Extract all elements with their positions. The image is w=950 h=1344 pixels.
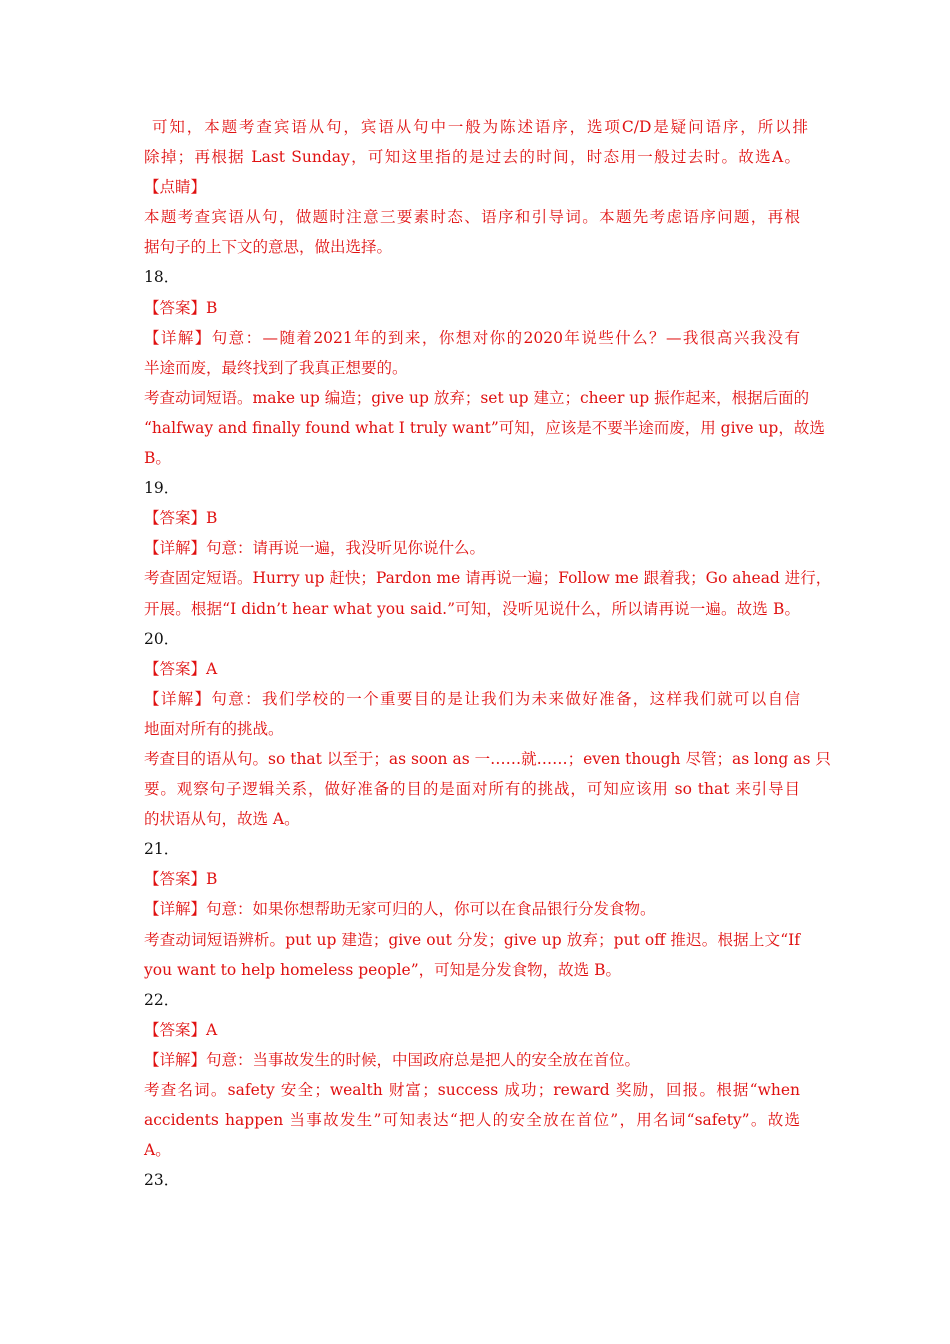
- explanation-line: 【详解】句意：我们学校的一个重要目的是让我们为未来做好准备，这样我们就可以自信: [144, 689, 800, 708]
- explanation-line: 【详解】句意：当事故发生的时候，中国政府总是把人的安全放在首位。: [144, 1050, 641, 1069]
- explanation-line: 【详解】句意：请再说一遍，我没听见你说什么。: [144, 539, 486, 558]
- explanation-line: 考查固定短语。Hurry up 赶快；Pardon me 请再说一遍；Follow me 跟着我；Go ahead 进行，: [144, 569, 832, 588]
- explanation-line: 【详解】句意：如果你想帮助无家可归的人，你可以在食品银行分发食物。: [144, 900, 656, 919]
- answer-line: 【答案】A: [144, 1020, 218, 1039]
- answer-line: 【答案】B: [144, 870, 218, 889]
- explanation-line: 半途而废，最终找到了我真正想要的。: [144, 358, 408, 377]
- explanation-line: 开展。根据“I didn’t hear what you said.”可知，没听见说什么，所以请再说一遍。故选 B。: [144, 599, 800, 618]
- question-number: 21．: [144, 840, 180, 859]
- question-number: 23．: [144, 1171, 180, 1190]
- question-number: 19．: [144, 479, 180, 498]
- answer-line: 【答案】B: [144, 298, 218, 317]
- question-number: 22．: [144, 990, 180, 1009]
- explanation-line: 除掉；再根据 Last Sunday，可知这里指的是过去的时间，时态用一般过去时。故选A。: [144, 148, 800, 167]
- explanation-line: 考查目的语从句。so that 以至于；as soon as 一……就……；even though 尽管；as long as 只: [144, 749, 831, 768]
- answer-line: 【答案】A: [144, 659, 218, 678]
- answer-explanation-page: [144, 112, 832, 1195]
- explanation-line: 要。观察句子逻辑关系，做好准备的目的是面对所有的挑战，可知应该用 so that 来引导目: [144, 780, 800, 799]
- explanation-line: 考查动词短语。make up 编造；give up 放弃；set up 建立；cheer up 振作起来，根据后面的: [144, 388, 810, 407]
- explanation-line: 的状语从句，故选 A。: [144, 810, 300, 829]
- answer-line: 【答案】B: [144, 509, 218, 528]
- question-number: 18．: [144, 268, 180, 287]
- explanation-line: B。: [144, 449, 171, 468]
- explanation-line: 【详解】句意：—随着2021年的到来，你想对你的2020年说些什么？—我很高兴我没有: [144, 328, 800, 347]
- explanation-line: “halfway and finally found what I truly want”可知，应该是不要半途而废，用 give up，故选: [144, 418, 825, 437]
- explanation-line: 据句子的上下文的意思，做出选择。: [144, 238, 393, 257]
- explanation-line: 地面对所有的挑战。: [144, 719, 284, 738]
- explanation-line: you want to help homeless people”，可知是分发食物，故选 B。: [144, 960, 621, 979]
- explanation-line: 考查动词短语辨析。put up 建造；give out 分发；give up 放弃；put off 推迟。根据上文“If: [144, 930, 800, 949]
- explanation-line: 本题考查宾语从句，做题时注意三要素时态、语序和引导词。本题先考虑语序问题，再根: [144, 208, 800, 227]
- question-number: 20．: [144, 629, 180, 648]
- explanation-line: 考查名词。safety 安全；wealth 财富；success 成功；reward 奖励，回报。根据“when: [144, 1081, 800, 1099]
- explanation-line: accidents happen 当事故发生”可知表达“把人的安全放在首位”，用名词“safety”。故选: [144, 1111, 800, 1130]
- section-heading: 【点睛】: [144, 178, 207, 197]
- explanation-line: A。: [144, 1141, 171, 1160]
- explanation-line: 可知，本题考查宾语从句，宾语从句中一般为陈述语序，选项C/D是疑问语序，所以排: [152, 118, 808, 136]
